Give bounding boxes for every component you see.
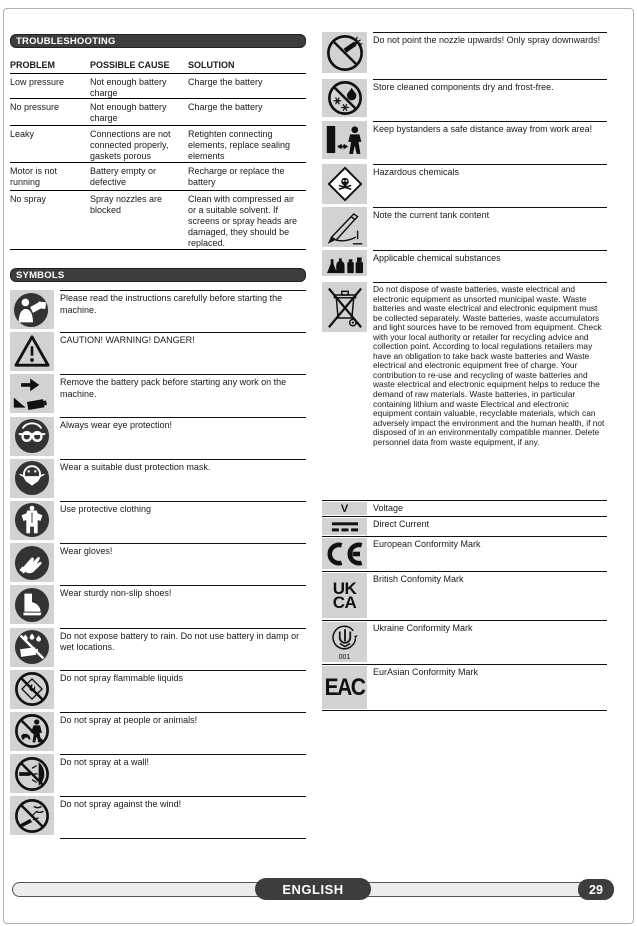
ce-mark-icon <box>322 538 367 569</box>
symbol-row <box>10 543 306 585</box>
no-spray-people-icon <box>10 712 54 751</box>
symbol-description: Always wear eye protection! <box>60 417 306 459</box>
symbol-description: Do not point the nozzle upwards! Only spray downwards! <box>373 32 607 79</box>
ukraine-mark-number: 001 <box>338 653 351 661</box>
symbol-row <box>322 79 607 121</box>
symbol-row <box>10 417 306 459</box>
cell-problem: No pressure <box>10 102 60 112</box>
troubleshooting-section-header <box>10 34 306 48</box>
symbol-description: Wear sturdy non-slip shoes! <box>60 585 306 627</box>
symbol-row <box>10 332 306 374</box>
footer-language-label: ENGLISH <box>282 881 344 897</box>
eac-mark-icon <box>322 666 367 709</box>
ukca-top: UK <box>332 578 357 598</box>
symbols-list-right <box>322 32 607 711</box>
symbol-description: Keep bystanders a safe distance away from work area! <box>373 121 607 164</box>
symbol-description: Do not dispose of waste batteries, waste electrical and electronic equipment as unsorted municipal waste. Waste batteries and waste electrical and electronic equipment must be collected separately. Waste batteries, waste accumulators and light sources have to be removed from equipment. Check with your local authority or retailer for recycling advice and collection point. According to local regulations retailers may have an obligation to take back waste batteries and Waste electrical and electronic equipment free of charge. Your contribution to re-use and recycling of waste batteries and waste electrical and electronic equipment helps to reduce the demand of raw materials. Waste batteries, in particular containing lithium and waste Electrical and electronic equipment contain valuable, recyclable materials, which can adversely impact the environment and the human health, if not disposed of in an environmentally compatible manner. Delete personnel data from waste equipment, if any. <box>373 282 607 500</box>
symbol-row <box>322 620 607 664</box>
symbols-list-left <box>10 290 306 839</box>
symbol-description: Do not spray at a wall! <box>60 754 306 796</box>
dust-mask-icon <box>10 459 54 498</box>
ukraine-trident-icon <box>322 622 367 662</box>
cell-solution: Charge the battery <box>188 77 263 87</box>
symbol-row <box>322 121 607 164</box>
symbol-description: Do not spray flammable liquids <box>60 670 306 712</box>
symbol-row <box>10 754 306 796</box>
cell-problem: Low pressure <box>10 77 65 87</box>
symbol-row <box>10 459 306 501</box>
symbol-description: British Confomity Mark <box>373 574 464 584</box>
symbol-row <box>322 516 607 536</box>
symbol-row <box>10 796 306 838</box>
symbol-row <box>322 664 607 710</box>
symbols-section-header <box>10 268 306 282</box>
table-row <box>10 163 306 191</box>
eac-letters: EAC <box>324 673 365 701</box>
table-header-row <box>10 57 306 74</box>
symbol-row <box>322 164 607 207</box>
voltage-letter: V <box>340 502 349 515</box>
no-battery-rain-icon <box>10 628 54 667</box>
warning-triangle-icon <box>10 332 54 371</box>
symbol-row <box>10 290 306 332</box>
list-end-rule <box>322 710 607 711</box>
cell-problem: Motor is not running <box>10 166 58 187</box>
symbol-row <box>322 500 607 516</box>
symbol-row <box>10 712 306 754</box>
symbol-description: Direct Current <box>373 519 430 529</box>
symbol-description: Wear gloves! <box>60 543 306 585</box>
voltage-symbol <box>322 502 367 515</box>
cell-solution: Retighten connecting elements, replace sealing elements <box>188 129 291 161</box>
symbol-description: Voltage <box>373 503 404 513</box>
symbol-description: Note the current tank content <box>373 207 607 250</box>
symbol-row <box>322 207 607 250</box>
cell-problem: Leaky <box>10 129 35 139</box>
cell-solution: Clean with compressed air or a suitable solvent. If screens or spray heads are damaged, they should be replaced. <box>188 194 298 248</box>
symbol-description: Hazardous chemicals <box>373 164 607 207</box>
no-nozzle-upwards-icon <box>322 32 367 73</box>
table-row <box>10 74 306 99</box>
col-header-problem: PROBLEM <box>10 60 55 70</box>
weee-crossed-bin-icon <box>322 282 367 332</box>
col-header-cause: POSSIBLE CAUSE <box>90 60 170 70</box>
boots-icon <box>10 585 54 624</box>
symbol-row <box>322 536 607 571</box>
bystanders-distance-icon <box>322 121 367 159</box>
hazardous-chemicals-icon <box>322 164 367 204</box>
cell-cause: Not enough battery charge <box>90 77 167 98</box>
list-end-rule <box>60 838 306 839</box>
troubleshooting-table <box>10 57 306 250</box>
remove-battery-icon <box>10 374 54 413</box>
symbol-description: European Conformity Mark <box>373 539 481 549</box>
cell-cause: Battery empty or defective <box>90 166 157 187</box>
col-header-solution: SOLUTION <box>188 60 235 70</box>
tank-content-icon <box>322 207 367 247</box>
ukca-bottom: CA <box>332 592 357 612</box>
eye-protection-icon <box>10 417 54 456</box>
cell-solution: Charge the battery <box>188 102 263 112</box>
cell-cause: Connections are not connected properly, gaskets porous <box>90 129 171 161</box>
page-number: 29 <box>589 882 603 897</box>
symbol-description: Ukraine Conformity Mark <box>373 623 473 633</box>
cell-cause: Spray nozzles are blocked <box>90 194 163 215</box>
symbol-row <box>10 628 306 670</box>
protective-clothing-icon <box>10 501 54 540</box>
symbol-description: Use protective clothing <box>60 501 306 543</box>
no-spray-wall-icon <box>10 754 54 793</box>
symbol-row <box>322 32 607 79</box>
table-row <box>10 126 306 163</box>
symbol-description: Please read the instructions carefully before starting the machine. <box>60 290 306 332</box>
symbol-row <box>10 670 306 712</box>
cell-solution: Recharge or replace the battery <box>188 166 285 187</box>
no-flammable-liquids-icon <box>10 670 54 709</box>
symbol-description: CAUTION! WARNING! DANGER! <box>60 332 306 374</box>
footer-language-badge <box>255 878 371 900</box>
table-row <box>10 99 306 126</box>
ukca-mark-icon <box>322 573 367 618</box>
troubleshooting-title: TROUBLESHOOTING <box>16 36 116 47</box>
read-instructions-icon <box>10 290 54 329</box>
symbol-description: Wear a suitable dust protection mask. <box>60 459 306 501</box>
symbol-description: Do not spray against the wind! <box>60 796 306 838</box>
symbol-row <box>322 250 607 282</box>
symbol-row <box>322 282 607 500</box>
table-row <box>10 191 306 250</box>
cell-problem: No spray <box>10 194 47 204</box>
symbol-description: Do not spray at people or animals! <box>60 712 306 754</box>
symbol-row <box>10 374 306 416</box>
symbol-row <box>322 571 607 620</box>
symbol-row <box>10 501 306 543</box>
symbol-description: EurAsian Conformity Mark <box>373 667 479 677</box>
symbol-description: Remove the battery pack before starting any work on the machine. <box>60 374 306 416</box>
symbol-description: Do not expose battery to rain. Do not use battery in damp or wet locations. <box>60 628 306 670</box>
direct-current-icon <box>322 518 367 535</box>
symbols-title: SYMBOLS <box>16 270 65 281</box>
store-dry-frostfree-icon <box>322 79 367 117</box>
symbol-description: Applicable chemical substances <box>373 250 607 282</box>
symbol-row <box>10 585 306 627</box>
cell-cause: Not enough battery charge <box>90 102 167 123</box>
symbol-description: Store cleaned components dry and frost-free. <box>373 79 607 121</box>
no-spray-wind-icon <box>10 796 54 835</box>
chemical-substances-icon <box>322 250 367 276</box>
gloves-icon <box>10 543 54 582</box>
page-number-badge <box>578 879 614 900</box>
